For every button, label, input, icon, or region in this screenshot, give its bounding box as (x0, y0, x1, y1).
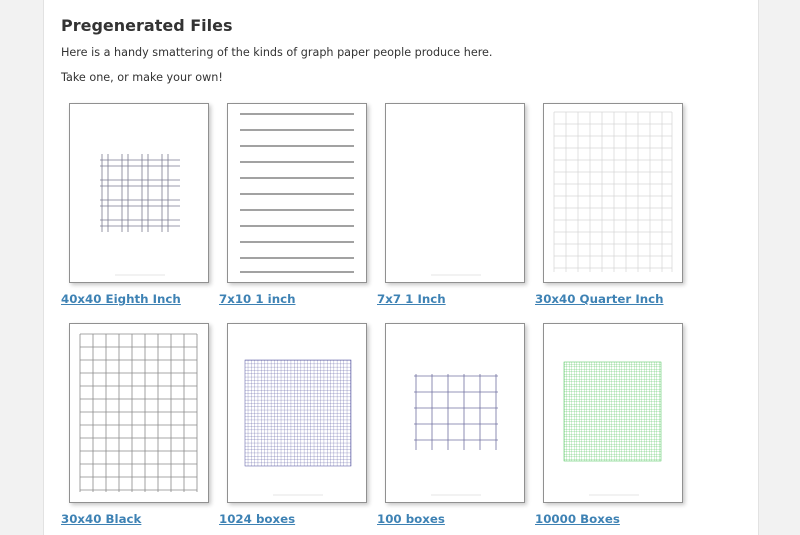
file-link-100-boxes[interactable]: 100 boxes (377, 512, 445, 526)
dense-grid-preview (228, 324, 366, 502)
thumbnail-7x7-1-inch[interactable] (385, 103, 525, 283)
file-link-7x7-1-inch[interactable]: 7x7 1 Inch (377, 292, 446, 306)
thumbnail-100-boxes[interactable] (385, 323, 525, 503)
file-link-30x40-quarter-inch[interactable]: 30x40 Quarter Inch (535, 292, 664, 306)
thumbnail-1024-boxes[interactable] (227, 323, 367, 503)
file-link-30x40-black[interactable]: 30x40 Black (61, 512, 142, 526)
blank-paper-preview (386, 104, 524, 282)
thumbnail-7x10-1-inch[interactable] (227, 103, 367, 283)
file-link-40x40-eighth-inch[interactable]: 40x40 Eighth Inch (61, 292, 181, 306)
file-link-1024-boxes[interactable]: 1024 boxes (219, 512, 296, 526)
file-link-7x10-1-inch[interactable]: 7x10 1 inch (219, 292, 296, 306)
tagline-text: Take one, or make your own! (61, 71, 223, 84)
thumbnail-30x40-quarter-inch[interactable] (543, 103, 683, 283)
file-link-10000-boxes[interactable]: 10000 Boxes (535, 512, 620, 526)
grid-preview (70, 324, 208, 502)
section-title: Pregenerated Files (61, 16, 233, 35)
thumbnail-10000-boxes[interactable] (543, 323, 683, 503)
ruled-paper-preview (228, 104, 366, 282)
thumbnail-40x40-eighth-inch[interactable] (69, 103, 209, 283)
dense-grid-preview (544, 324, 682, 502)
thumbnail-30x40-black[interactable] (69, 323, 209, 503)
intro-text: Here is a handy smattering of the kinds of graph paper people produce here. (61, 46, 493, 59)
grid-preview (386, 324, 524, 502)
graph-paper-preview (70, 104, 208, 282)
light-grid-preview (544, 104, 682, 282)
